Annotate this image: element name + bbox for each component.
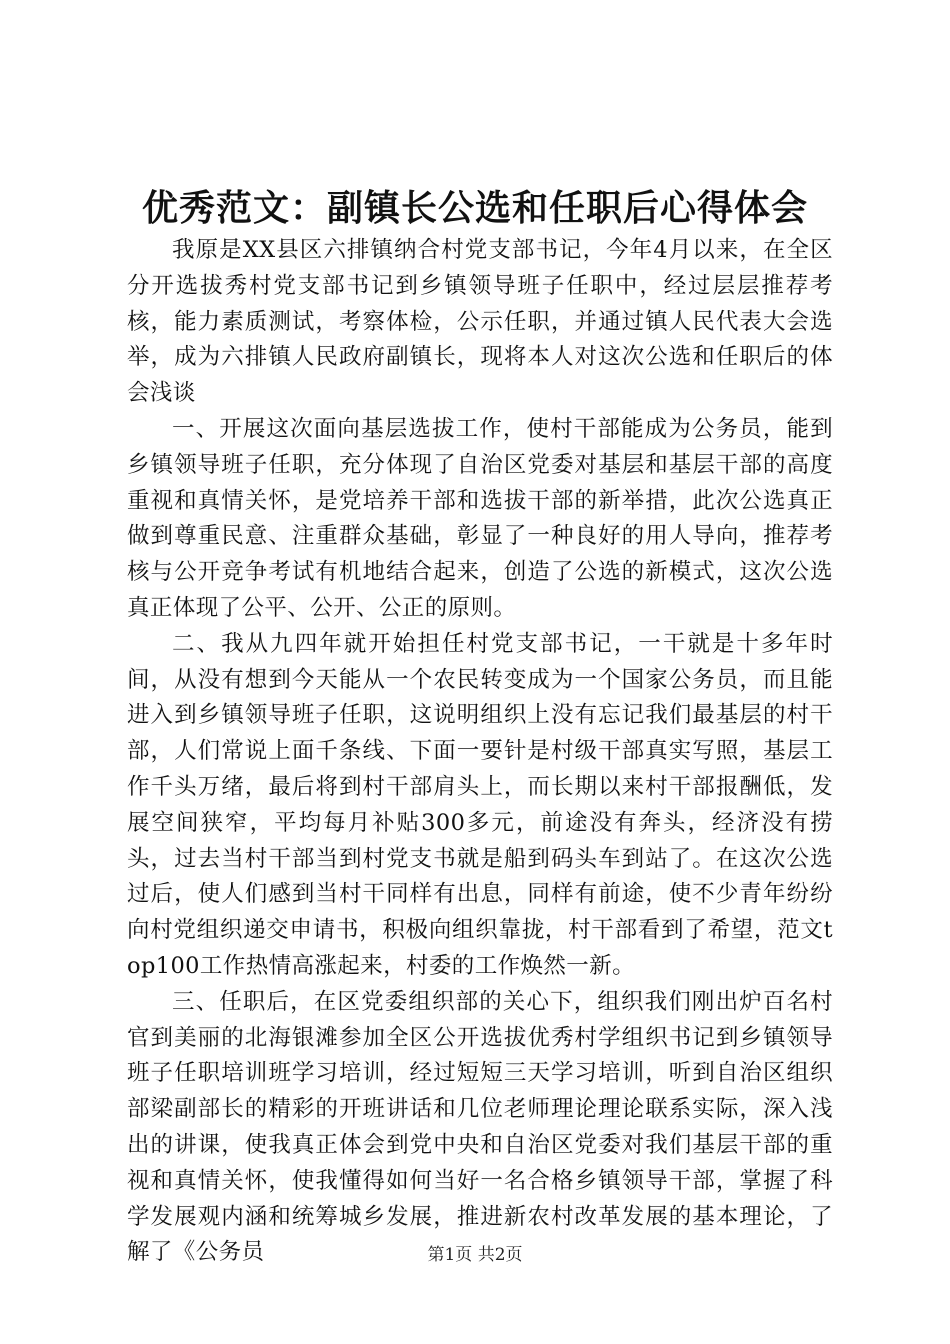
document-body [127,233,833,1271]
page-footer: 第1页 共2页 [427,1245,523,1265]
document-title: 优秀范文：副镇长公选和任职后心得体会 [141,187,808,229]
paragraph-section-1: 一、开展这次面向基层选拔工作，使村干部能成为公务员，能到乡镇领导班子任职，充分体现了自治区党委对基层和基层干部的高度重视和真情关怀，是党培养干部和选拔干部的新举措，此次公选真正做到尊重民意、注重群众基础，彰显了一种良好的用人导向，推荐考核与公开竞争考试有机地结合起来，创造了公选的新模式，这次公选真正体现了公平、公开、公正的原则。 [127,415,833,621]
paragraph-intro: 我原是XX县区六排镇纳合村党支部书记，今年4月以来，在全区分开选拔秀村党支部书记到乡镇领导班子任职中，经过层层推荐考核，能力素质测试，考察体检，公示任职，并通过镇人民代表大会选举，成为六排镇人民政府副镇长，现将本人对这次公选和任职后的体会浅谈 [127,237,833,407]
paragraph-section-3: 三、任职后，在区党委组织部的关心下，组织我们刚出炉百名村官到美丽的北海银滩参加全区公开选拔优秀村学组织书记到乡镇领导班子任职培训班学习培训，经过短短三天学习培训，听到自治区组织部梁副部长的精彩的开班讲话和几位老师理论理论联系实际，深入浅出的讲课，使我真正体会到党中央和自治区党委对我们基层干部的重视和真情关怀，使我懂得如何当好一名合格乡镇领导干部，掌握了科学发展观内涵和统筹城乡发展，推进新农村改革发展的基本理论，了解了《公务员 [127,988,833,1266]
paragraph-section-2: 二、我从九四年就开始担任村党支部书记，一干就是十多年时间，从没有想到今天能从一个农民转变成为一个国家公务员，而且能进入到乡镇领导班子任职，这说明组织上没有忘记我们最基层的村干部，人们常说上面千条线、下面一要针是村级干部真实写照，基层工作千头万绪，最后将到村干部肩头上，而长期以来村干部报酬低，发展空间狭窄，平均每月补贴300多元，前途没有奔头，经济没有捞头，过去当村干部当到村党支书就是船到码头车到站了。在这次公选过后，使人们感到当村干同样有出息，同样有前途，使不少青年纷纷向村党组织递交申请书，积极向组织靠拢，村干部看到了希望，范文top100工作热情高涨起来，村委的工作焕然一新。 [127,630,833,979]
